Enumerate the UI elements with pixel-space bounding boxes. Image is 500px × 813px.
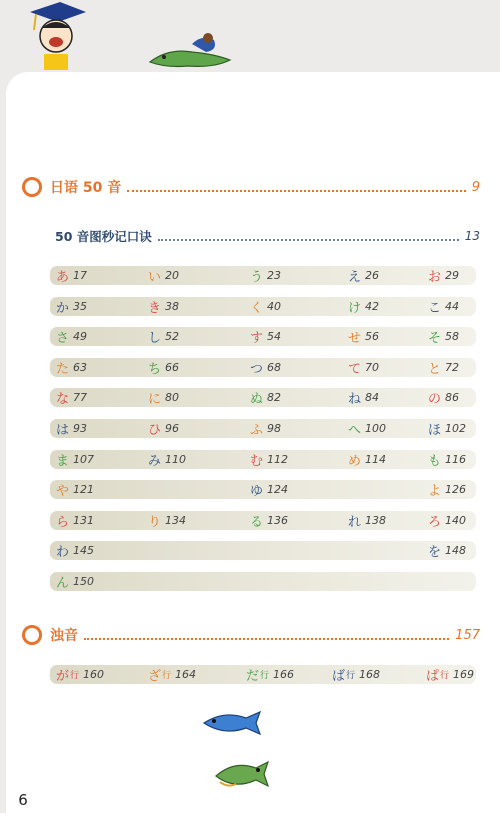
kana-entry[interactable] bbox=[148, 450, 186, 469]
kana-entry[interactable] bbox=[348, 358, 379, 377]
kana-char: ん bbox=[56, 576, 70, 591]
section-page: 9 bbox=[471, 179, 480, 195]
kana-entry[interactable] bbox=[348, 266, 379, 285]
table-row bbox=[50, 665, 476, 684]
kana-char: ち bbox=[148, 362, 162, 377]
kana-page: 164 bbox=[175, 668, 197, 681]
leader-dots bbox=[158, 239, 459, 241]
table-row bbox=[50, 297, 476, 316]
subsection-title: 50 音图秒记口诀 bbox=[55, 229, 152, 244]
kana-char: れ bbox=[348, 515, 362, 530]
kana-entry[interactable] bbox=[428, 327, 459, 346]
kana-entry[interactable] bbox=[148, 297, 179, 316]
kana-char: よ bbox=[428, 484, 442, 499]
kana-entry[interactable] bbox=[250, 266, 281, 285]
kana-char: し bbox=[148, 331, 162, 346]
kana-page: 148 bbox=[445, 544, 467, 557]
kana-char: ま bbox=[56, 454, 70, 469]
kana-char: い bbox=[148, 270, 162, 285]
kana-page: 100 bbox=[365, 422, 387, 435]
kana-page: 160 bbox=[83, 668, 105, 681]
kana-entry[interactable] bbox=[56, 327, 87, 346]
kana-page: 80 bbox=[165, 391, 180, 404]
kana-char: さ bbox=[56, 331, 70, 346]
kana-entry[interactable] bbox=[56, 450, 94, 469]
leader-dots bbox=[127, 190, 465, 192]
kana-entry[interactable] bbox=[428, 480, 466, 499]
subsection-page: 13 bbox=[464, 229, 480, 243]
kana-char: ふ bbox=[250, 423, 264, 438]
kana-entry[interactable] bbox=[428, 388, 459, 407]
kana-entry[interactable] bbox=[428, 358, 459, 377]
kana-char: え bbox=[348, 270, 362, 285]
kana-page: 52 bbox=[165, 330, 180, 343]
section-title: 日语 50 音 bbox=[50, 180, 122, 196]
kana-page: 42 bbox=[365, 300, 380, 313]
kana-char: ば bbox=[332, 669, 346, 684]
kana-entry[interactable] bbox=[428, 419, 466, 438]
kana-entry[interactable] bbox=[56, 541, 94, 560]
kana-char: こ bbox=[428, 301, 442, 316]
kana-char: せ bbox=[348, 331, 362, 346]
section-title: 浊音 bbox=[50, 628, 78, 644]
kana-page: 35 bbox=[73, 300, 88, 313]
kana-entry[interactable] bbox=[250, 388, 281, 407]
table-row bbox=[50, 266, 476, 285]
kana-page: 140 bbox=[445, 514, 467, 527]
table-row bbox=[50, 480, 476, 499]
kana-char: け bbox=[348, 301, 362, 316]
kana-entry[interactable] bbox=[348, 419, 386, 438]
kana-char: り bbox=[148, 515, 162, 530]
section-heading-dakuon[interactable] bbox=[22, 624, 480, 646]
kana-char: ざ bbox=[148, 669, 162, 684]
kana-entry[interactable] bbox=[250, 327, 281, 346]
gyo-suffix: 行 bbox=[70, 671, 80, 681]
kana-char: ぱ bbox=[426, 669, 440, 684]
kana-entry[interactable] bbox=[56, 388, 87, 407]
kana-entry[interactable] bbox=[348, 450, 386, 469]
kana-char: み bbox=[148, 454, 162, 469]
kana-page: 124 bbox=[267, 483, 289, 496]
table-row bbox=[50, 450, 476, 469]
kana-page: 168 bbox=[359, 668, 381, 681]
kana-char: ぬ bbox=[250, 392, 264, 407]
kana-page: 68 bbox=[267, 361, 282, 374]
kana-page: 29 bbox=[445, 269, 460, 282]
kana-char: そ bbox=[428, 331, 442, 346]
kana-char: は bbox=[56, 423, 70, 438]
subsection-heading-mnemonic[interactable] bbox=[55, 226, 480, 246]
kana-page: 110 bbox=[165, 453, 187, 466]
dakuon-entry[interactable] bbox=[246, 665, 294, 684]
kana-char: た bbox=[56, 362, 70, 377]
kana-page: 121 bbox=[73, 483, 95, 496]
kana-char: ね bbox=[348, 392, 362, 407]
kana-page: 136 bbox=[267, 514, 289, 527]
kana-entry[interactable] bbox=[428, 450, 466, 469]
kana-char: と bbox=[428, 362, 442, 377]
kana-page: 56 bbox=[365, 330, 380, 343]
graduate-boy-icon bbox=[22, 0, 88, 72]
kana-entry[interactable] bbox=[428, 511, 466, 530]
kana-entry[interactable] bbox=[56, 572, 94, 591]
kana-page: 166 bbox=[273, 668, 295, 681]
kana-page: 126 bbox=[445, 483, 467, 496]
kana-char: が bbox=[56, 669, 70, 684]
kana-entry[interactable] bbox=[348, 388, 379, 407]
kana-page: 138 bbox=[365, 514, 387, 527]
kana-page: 86 bbox=[445, 391, 460, 404]
kana-char: か bbox=[56, 301, 70, 316]
kana-char: ほ bbox=[428, 423, 442, 438]
kana-char: な bbox=[56, 392, 70, 407]
kana-char: つ bbox=[250, 362, 264, 377]
table-row bbox=[50, 511, 476, 530]
kana-page: 82 bbox=[267, 391, 282, 404]
table-row bbox=[50, 419, 476, 438]
kana-char: も bbox=[428, 454, 442, 469]
green-fish-icon bbox=[212, 756, 272, 792]
kana-char: を bbox=[428, 545, 442, 560]
kana-char: て bbox=[348, 362, 362, 377]
kana-entry[interactable] bbox=[56, 358, 87, 377]
kana-entry[interactable] bbox=[428, 266, 459, 285]
kana-entry[interactable] bbox=[148, 358, 179, 377]
kana-page: 66 bbox=[165, 361, 180, 374]
kana-page: 107 bbox=[73, 453, 95, 466]
kana-page: 77 bbox=[73, 391, 88, 404]
kana-page: 72 bbox=[445, 361, 460, 374]
kana-page: 169 bbox=[453, 668, 475, 681]
kana-entry[interactable] bbox=[348, 327, 379, 346]
kana-entry[interactable] bbox=[56, 297, 87, 316]
kana-char: お bbox=[428, 270, 442, 285]
table-row bbox=[50, 327, 476, 346]
kana-page: 150 bbox=[73, 575, 95, 588]
circle-bullet-icon bbox=[22, 625, 42, 645]
kana-char: め bbox=[348, 454, 362, 469]
kana-page: 23 bbox=[267, 269, 282, 282]
circle-bullet-icon bbox=[22, 177, 42, 197]
kana-entry[interactable] bbox=[348, 511, 386, 530]
kana-entry[interactable] bbox=[148, 388, 179, 407]
kana-entry[interactable] bbox=[250, 480, 288, 499]
kana-char: す bbox=[250, 331, 264, 346]
kana-entry[interactable] bbox=[348, 297, 379, 316]
kana-page: 98 bbox=[267, 422, 282, 435]
dakuon-entry[interactable] bbox=[332, 665, 380, 684]
page-number: 6 bbox=[6, 787, 40, 813]
kana-page: 131 bbox=[73, 514, 95, 527]
kana-char: に bbox=[148, 392, 162, 407]
leader-dots bbox=[84, 638, 449, 640]
kana-page: 26 bbox=[365, 269, 380, 282]
section-page: 157 bbox=[455, 627, 480, 643]
kana-entry[interactable] bbox=[148, 266, 179, 285]
kana-page: 63 bbox=[73, 361, 88, 374]
kana-page: 40 bbox=[267, 300, 282, 313]
table-row bbox=[50, 388, 476, 407]
crocodile-icon bbox=[148, 30, 234, 70]
kana-char: わ bbox=[56, 545, 70, 560]
kana-char: や bbox=[56, 484, 70, 499]
table-row bbox=[50, 541, 476, 560]
kana-char: く bbox=[250, 301, 264, 316]
kana-page: 70 bbox=[365, 361, 380, 374]
kana-char: あ bbox=[56, 270, 70, 285]
table-row bbox=[50, 358, 476, 377]
kana-page: 44 bbox=[445, 300, 460, 313]
kana-page: 84 bbox=[365, 391, 380, 404]
kana-entry[interactable] bbox=[428, 297, 459, 316]
dakuon-entry[interactable] bbox=[56, 665, 104, 684]
kana-char: の bbox=[428, 392, 442, 407]
kana-entry[interactable] bbox=[250, 450, 288, 469]
gyo-suffix: 行 bbox=[346, 671, 356, 681]
kana-page: 114 bbox=[365, 453, 387, 466]
kana-entry[interactable] bbox=[148, 511, 186, 530]
kana-char: ら bbox=[56, 515, 70, 530]
kana-char: き bbox=[148, 301, 162, 316]
kana-page: 20 bbox=[165, 269, 180, 282]
kana-entry[interactable] bbox=[56, 266, 87, 285]
kana-page: 49 bbox=[73, 330, 88, 343]
dakuon-entry[interactable] bbox=[148, 665, 196, 684]
gyo-suffix: 行 bbox=[260, 671, 270, 681]
kana-page: 102 bbox=[445, 422, 467, 435]
kana-page: 58 bbox=[445, 330, 460, 343]
kana-char: へ bbox=[348, 423, 362, 438]
kana-page: 93 bbox=[73, 422, 88, 435]
kana-char: う bbox=[250, 270, 264, 285]
kana-entry[interactable] bbox=[56, 419, 87, 438]
kana-char: だ bbox=[246, 669, 260, 684]
kana-page: 112 bbox=[267, 453, 289, 466]
kana-char: ゆ bbox=[250, 484, 264, 499]
kana-page: 38 bbox=[165, 300, 180, 313]
kana-page: 17 bbox=[73, 269, 88, 282]
kana-char: ひ bbox=[148, 423, 162, 438]
kana-page: 96 bbox=[165, 422, 180, 435]
kana-entry[interactable] bbox=[148, 327, 179, 346]
blue-fish-icon bbox=[198, 708, 264, 738]
kana-page: 134 bbox=[165, 514, 187, 527]
kana-char: ろ bbox=[428, 515, 442, 530]
kana-entry[interactable] bbox=[148, 419, 179, 438]
kana-char: る bbox=[250, 515, 264, 530]
table-row bbox=[50, 572, 476, 591]
kana-entry[interactable] bbox=[428, 541, 466, 560]
kana-page: 54 bbox=[267, 330, 282, 343]
kana-page: 116 bbox=[445, 453, 467, 466]
kana-char: む bbox=[250, 454, 264, 469]
kana-entry[interactable] bbox=[250, 358, 281, 377]
section-heading-gojuon[interactable] bbox=[22, 176, 480, 198]
kana-page: 145 bbox=[73, 544, 95, 557]
gyo-suffix: 行 bbox=[162, 671, 172, 681]
dakuon-entry[interactable] bbox=[426, 665, 474, 684]
kana-entry[interactable] bbox=[250, 419, 281, 438]
kana-entry[interactable] bbox=[250, 297, 281, 316]
kana-entry[interactable] bbox=[250, 511, 288, 530]
gyo-suffix: 行 bbox=[440, 671, 450, 681]
kana-entry[interactable] bbox=[56, 511, 94, 530]
kana-entry[interactable] bbox=[56, 480, 94, 499]
